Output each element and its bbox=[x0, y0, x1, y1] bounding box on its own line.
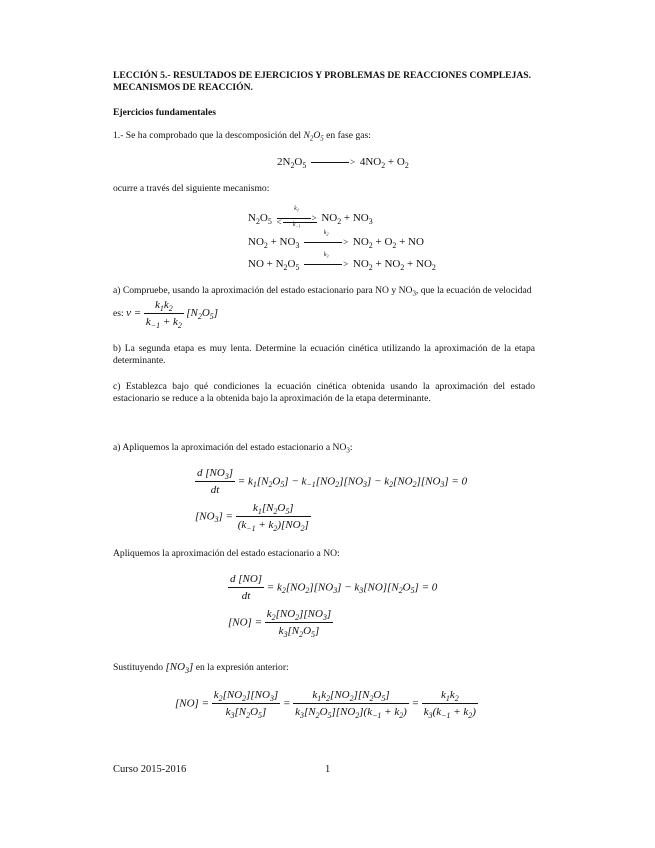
section-heading: Ejercicios fundamentales bbox=[113, 107, 216, 118]
rate-law-label: es: bbox=[113, 308, 124, 319]
no-concentration-expression: [NO] = $\frac{k_2[NO_2][NO_3]}{k_3[N_2O_5]}$ bbox=[228, 608, 332, 640]
mechanism-intro: ocurre a través del siguiente mecanismo: bbox=[113, 183, 270, 194]
rate-law-fraction: $\frac{k_1k_2}{k_{-1} + k_2}$ bbox=[145, 299, 182, 331]
part-c-statement: c) Establezca bajo qué condiciones la ecuación cinética obtenida usando la aproximación del estado estacionario se reduce a la obtenida bajo la aproximación de la etapa determinante. bbox=[113, 381, 535, 405]
substitution-text-a: Sustituyendo bbox=[113, 662, 164, 673]
q1-intro-text-b: en fase gas: bbox=[323, 130, 371, 141]
part-a-statement: a) Compruebe, usando la aproximación del estado estacionario para NO y $NO_3$, que la ecuación de velocidad bbox=[113, 285, 532, 298]
rate-law: es: v = $\frac{k_1k_2}{k_{-1} + k_2}$ $[N_2O_5]$ bbox=[113, 299, 219, 331]
part-a-text-end: , que la ecuación de velocidad bbox=[415, 285, 532, 296]
mechanism-step-2: $NO_2 + NO_3$ $k_2$ > $NO_2 + O_2$ + NO bbox=[248, 230, 424, 250]
solution-a-colon: : bbox=[349, 442, 353, 453]
footer-page-number: 1 bbox=[325, 764, 331, 775]
title-line-2: MECANISMOS DE REACCIÓN. bbox=[113, 82, 253, 94]
substitution-text-b: en la expresión anterior: bbox=[195, 662, 289, 673]
question-1-intro bbox=[113, 130, 535, 142]
footer-course: Curso 2015-2016 bbox=[113, 764, 187, 775]
mechanism-step-1: $N_2O_5$ $k_1$ > < $k_{-1}$ $NO_2 + NO_3$ bbox=[248, 206, 373, 229]
reaction-arrow-icon: $k_2$ > bbox=[304, 237, 348, 247]
substitution-intro: Sustituyendo $[NO_3]$ en la expresión anterior: bbox=[113, 661, 289, 675]
solution-no-intro: Apliquemos la aproximación del estado estacionario a NO: bbox=[113, 548, 340, 559]
q1-intro-text-a: 1.- Se ha comprobado que la descomposición del bbox=[113, 130, 304, 141]
reaction-arrow-icon: $k_3$ > bbox=[304, 259, 348, 269]
solution-a-text: a) Apliquemos la aproximación del estado estacionario a NO bbox=[113, 442, 347, 453]
part-a-text: a) Compruebe, usando la aproximación del estado estacionario para NO y NO bbox=[113, 285, 413, 296]
no3-steady-state-equation: $\frac{d [NO_3]}{dt}$ = $k_1[N_2O_5] - k_{-1}[NO_2][NO_3] - k_2[NO_2][NO_3] = 0$ bbox=[197, 467, 468, 497]
no-steady-state-equation: $\frac{d [NO]}{dt}$ = $k_2[NO_2][NO_3] - k_3[NO][N_2O_5] = 0$ bbox=[230, 573, 438, 603]
n2o5-formula: $N_2O_5$ bbox=[303, 130, 324, 143]
title bbox=[113, 70, 535, 95]
final-no-expression: [NO] = $\frac{k_2[NO_2][NO_3]}{k_3[N_2O_5]}$ = $\frac{k_1k_2[NO_2][N_2O_5]}{k_3[N_2O_5][NO_2](k_{-1} + k_2)}$ = $\frac{k_1k_2}{k_3(k_{-1} + k_2)}$ bbox=[175, 689, 476, 721]
reaction-arrow-icon: > bbox=[311, 157, 355, 167]
equilibrium-arrow-icon: $k_1$ > < $k_{-1}$ bbox=[276, 206, 317, 229]
part-b-statement: b) La segunda etapa es muy lenta. Determine la ecuación cinética utilizando la aproximación de la etapa determinante. bbox=[113, 343, 535, 367]
overall-reaction-equation: $2N_2O_5$ > $4NO_2 + O_2$ bbox=[277, 156, 409, 170]
no3-concentration-expression: $[NO_3]$ = $\frac{k_1[N_2O_5]}{(k_{-1} + k_2)[NO_2]}$ bbox=[195, 502, 309, 534]
title-line-1: LECCIÓN 5.- RESULTADOS DE EJERCICIOS Y PROBLEMAS DE REACCIONES COMPLEJAS. bbox=[113, 70, 532, 81]
mechanism-step-3: NO + $N_2O_5$ $k_3$ > $NO_2 + NO_2 + NO_2$ bbox=[248, 252, 436, 272]
solution-a-intro: a) Apliquemos la aproximación del estado estacionario a $NO_3$: bbox=[113, 442, 353, 455]
